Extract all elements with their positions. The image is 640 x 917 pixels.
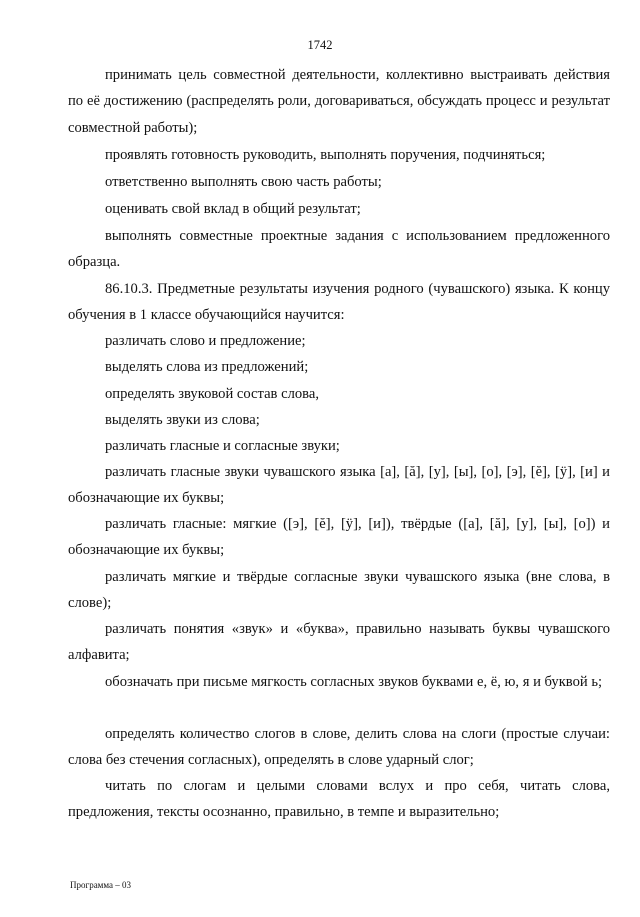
paragraph-12: различать гласные звуки чувашского языка [а], [ă], [у], [ы], [о], [э], [ĕ], [ÿ], [и] и обозначающие их буквы;: [68, 464, 610, 507]
paragraph-4: оценивать свой вклад в общий результат;: [105, 201, 361, 217]
paragraph-2: проявлять готовность руководить, выполнять поручения, подчиняться;: [105, 147, 546, 163]
footer-label: Программа – 03: [70, 880, 132, 890]
paragraph-10: выделять звуки из слова;: [105, 412, 260, 428]
paragraph-9: определять звуковой состав слова,: [105, 386, 319, 402]
paragraph-1: принимать цель совместной деятельности, коллективно выстраивать действия по её достижению (распределять роли, договариваться, обсуждать процесс и результат совместной работы);: [68, 67, 610, 136]
paragraph-17: определять количество слогов в слове, делить слова на слоги (простые случаи: слова без стечения согласных), определять в слове ударный слог;: [68, 726, 610, 769]
page-number: 1742: [307, 38, 333, 52]
paragraph-14: различать мягкие и твёрдые согласные звуки чувашского языка (вне слова, в слове);: [68, 569, 610, 612]
paragraph-18: читать по слогам и целыми словами вслух и про себя, читать слова, предложения, тексты осознанно, правильно, в темпе и выразительно;: [68, 778, 610, 821]
paragraph-6: 86.10.3. Предметные результаты изучения родного (чувашского) языка. К концу обучения в 1 классе обучающийся научится:: [68, 281, 610, 324]
paragraph-5: выполнять совместные проектные задания с использованием предложенного образца.: [68, 228, 610, 271]
paragraph-11: различать гласные и согласные звуки;: [105, 438, 340, 454]
paragraph-16: обозначать при письме мягкость согласных звуков буквами е, ё, ю, я и буквой ь;: [105, 674, 603, 690]
paragraph-7: различать слово и предложение;: [105, 333, 306, 349]
paragraph-13: различать гласные: мягкие ([э], [ĕ], [ÿ], [и]), твёрдые ([а], [ă], [у], [ы], [о]) и обозначающие их буквы;: [68, 516, 610, 559]
paragraph-8: выделять слова из предложений;: [105, 359, 309, 375]
paragraph-3: ответственно выполнять свою часть работы;: [105, 174, 382, 190]
paragraph-15: различать понятия «звук» и «буква», правильно называть буквы чувашского алфавита;: [68, 621, 610, 664]
